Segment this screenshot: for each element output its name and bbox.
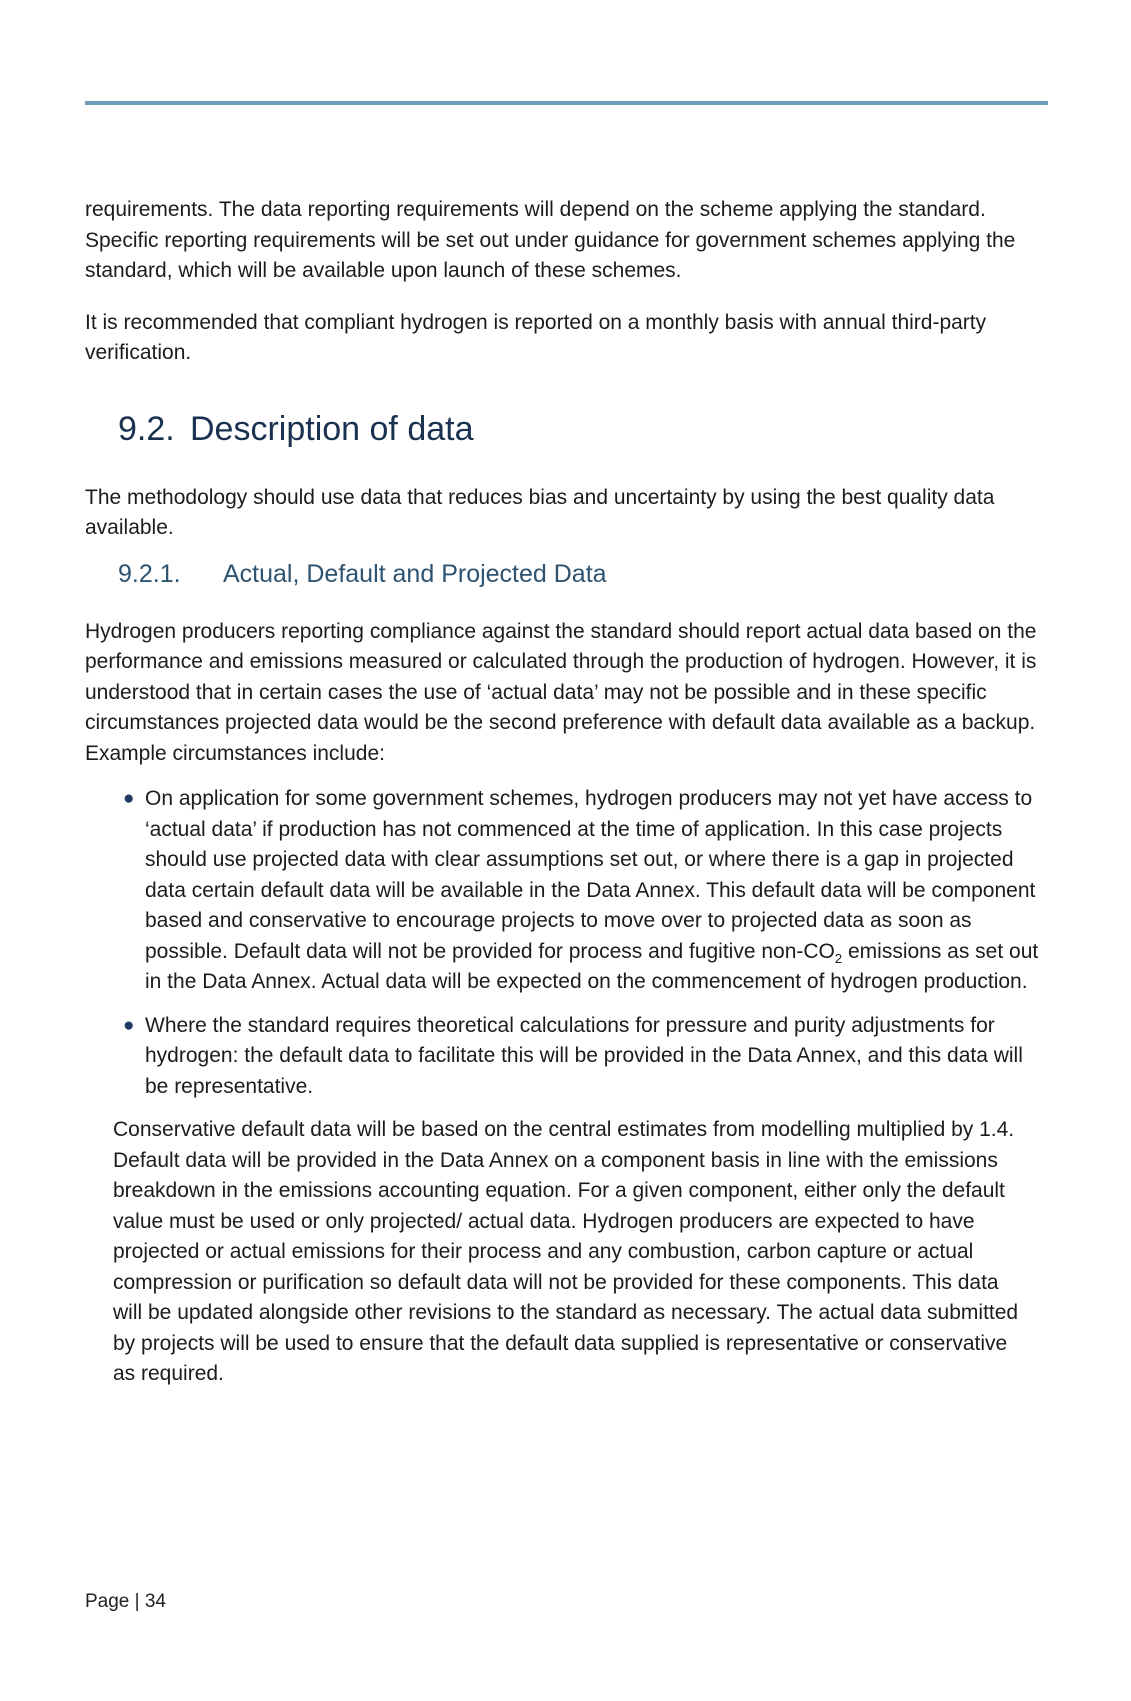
- paragraph-continuation: requirements. The data reporting requirements will depend on the scheme applying the standard. Specific reporting requirements will be set out under guidance for government schemes applying the standard, which will be available upon launch of these schemes.: [85, 198, 1022, 282]
- document-page: [0, 101, 1131, 1701]
- bullet-marker-icon: ●: [123, 1014, 135, 1036]
- bullet-item: [123, 784, 1048, 998]
- section-title: Description of data: [190, 409, 474, 448]
- page-number: Page | 34: [85, 1591, 167, 1612]
- subsection-title: Actual, Default and Projected Data: [223, 559, 607, 588]
- header-divider: [85, 101, 1048, 105]
- subsection-number: 9.2.1.: [118, 559, 181, 588]
- section-heading: [118, 409, 1048, 449]
- bullet-text: Where the standard requires theoretical calculations for pressure and purity adjustments for hydrogen: the default data to facilitate this will be provided in the Data Annex, and this data will be representative.: [145, 1013, 1029, 1098]
- bullet-text: On application for some government schemes, hydrogen producers may not yet have access to ‘actual data’ if production has not commenced at the time of application. In this case projects should use projected data with clear assumptions set out, or where there is a gap in projected data certain default data will be available in the Data Annex. This default data will be component based and conservative to encourage projects to move over to projected data as soon as possible. Default data will not be provided for process and fugitive non-$CO_2$ emissions as set out in the Data Annex. Actual data will be expected on the commencement of hydrogen production.: [145, 787, 1045, 993]
- bullet-list: [85, 784, 1048, 1102]
- paragraph-recommendation: It is recommended that compliant hydrogen is reported on a monthly basis with annual third-party verification.: [85, 310, 992, 364]
- paragraph-methodology: The methodology should use data that reduces bias and uncertainty by using the best quality data available.: [85, 485, 1001, 539]
- section-number: 9.2.: [118, 409, 175, 448]
- paragraph-conservative-default: Conservative default data will be based on the central estimates from modelling multiplied by 1.4. Default data will be provided in the Data Annex on a component basis in line with the emissions breakdown in the emissions accounting equation. For a given component, either only the default value must be used or only projected/ actual data. Hydrogen producers are expected to have projected or actual emissions for their process and any combustion, carbon capture or actual compression or purification so default data will not be provided for these components. This data will be updated alongside other revisions to the standard as necessary. The actual data submitted by projects will be used to ensure that the default data supplied is representative or conservative as required.: [113, 1118, 1026, 1385]
- paragraph-hydrogen-producers: Hydrogen producers reporting compliance against the standard should report actual data based on the performance and emissions measured or calculated through the production of hydrogen. However, it is understood that in certain cases the use of ‘actual data’ may not be possible and in these specific circumstances projected data would be the second preference with default data available as a backup. Example circumstances include:: [85, 619, 1043, 765]
- subsection-heading: [118, 559, 1048, 590]
- bullet-marker-icon: ●: [123, 788, 135, 809]
- bullet-item: [123, 1011, 1048, 1103]
